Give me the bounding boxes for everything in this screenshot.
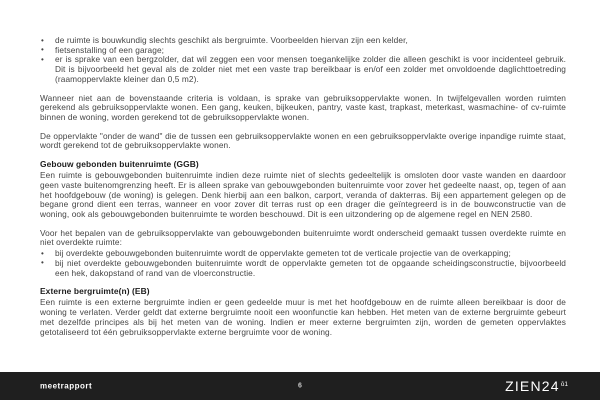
bullet-icon xyxy=(41,36,44,46)
list-item-text: de ruimte is bouwkundig slechts geschikt als bergruimte. Voorbeelden hiervan zijn een kelder, xyxy=(55,35,408,45)
paragraph-ggb-bepalen: Voor het bepalen van de gebruiksoppervlakte van gebouwgebonden buitenruimte wordt onderscheid gemaakt tussen overdekte ruimte en niet overdekte ruimte: xyxy=(40,227,566,248)
page-footer xyxy=(0,372,600,400)
logo-mark: ō1 xyxy=(560,381,568,388)
heading-ggb: Gebouw gebonden buitenruimte (GGB) xyxy=(40,159,199,170)
bullet-icon xyxy=(41,55,44,65)
paragraph-ggb: Een ruimte is gebouwgebonden buitenruimte indien deze ruimte niet of slechts gedeeltelijk is omsloten door vaste wanden en daardoor geen vaste buitenomgrenzing heeft. Er is alleen sprake van gebouwgebonden buitenruimte voor zover het gedeelte naast, op, tegen of aan het hoofdgebouw (de woning) is gelegen. Denk hierbij aan een balkon, carport, veranda of dakterras. Bij een appartement gelegen op de begane grond dient een terras, wanneer en voor zover dit terras rust op een drager die geïntegreerd is in de bouwconstructie van de woning, ook als gebouwgebonden buitenruimte te worden beschouwd. Dit is een uitzondering op de algemene regel en NEN 2580. xyxy=(40,170,566,220)
heading-eb: Externe bergruimte(n) (EB) xyxy=(40,286,150,297)
page-content xyxy=(40,36,566,346)
bullet-icon xyxy=(41,258,44,268)
list-item-text: er is sprake van een bergzolder, dat wil zeggen een voor mensen toegankelijke zolder die alleen geschikt is voor incidenteel gebruik. Dit is bijvoorbeeld het geval als de zolder niet met een vaste trap bereikbaar is en/of een zolder met onvoldoende daglichttoetreding (raamoppervlakte kleiner dan 0,5 m2). xyxy=(55,54,566,84)
bullet-icon xyxy=(41,249,44,259)
bullet-icon xyxy=(41,45,44,55)
intro-bullet-list xyxy=(40,36,566,85)
paragraph-eb: Een ruimte is een externe bergruimte indien er geen gedeelde muur is met het hoofdgebouw en de ruimte alleen bereikbaar is door de woning te verlaten. Verder geldt dat externe bergruimte nooit een woonfunctie kan hebben. Het meten van de externe bergruimte gebeurt met dezelfde principes als bij het meten van de woning. Indien er meer externe bergruimten zijn, worden de gemeten oppervlaktes getotaliseerd tot één gebruiksoppervlakte externe bergruimte voor de woning. xyxy=(40,297,566,337)
zien24-logo xyxy=(505,378,568,394)
logo-text: ZIEN24 xyxy=(505,378,560,394)
paragraph-gebruiksoppervlakte-wonen: Wanneer niet aan de bovenstaande criteria is voldaan, is sprake van gebruiksoppervlakte wonen. In twijfelgevallen worden ruimten gerekend als gebruiksoppervlakte wonen. Een gang, keuken, bijkeuken, pantry, vaste kast, trapkast, meterkast, wasmachine- of cv-ruimte binnen de woning, worden gerekend tot de gebruiksoppervlakte wonen. xyxy=(40,92,566,122)
paragraph-onder-de-wand: De oppervlakte "onder de wand" die de tussen een gebruiksoppervlakte wonen en een gebruiksoppervlakte overige inpandige ruimte staat, wordt gerekend tot de gebruiksoppervlakte wonen. xyxy=(40,130,566,151)
list-item-text: fietsenstalling of een garage; xyxy=(55,44,165,55)
list-item xyxy=(40,55,566,84)
ggb-bullet-list xyxy=(40,249,566,278)
list-item-text: bij overdekte gebouwgebonden buitenruimte wordt de oppervlakte gemeten tot de verticale projectie van de overkapping; xyxy=(55,248,511,259)
footer-page-number: 6 xyxy=(298,382,302,390)
footer-report-label: meetrapport xyxy=(40,381,93,391)
list-item xyxy=(40,259,566,278)
list-item-text: bij niet overdekte gebouwgebonden buitenruimte wordt de oppervlakte gemeten tot de opgaande scheidingsconstructie, bijvoorbeeld een hek, dakopstand of rand van de vloerconstructie. xyxy=(55,257,566,278)
